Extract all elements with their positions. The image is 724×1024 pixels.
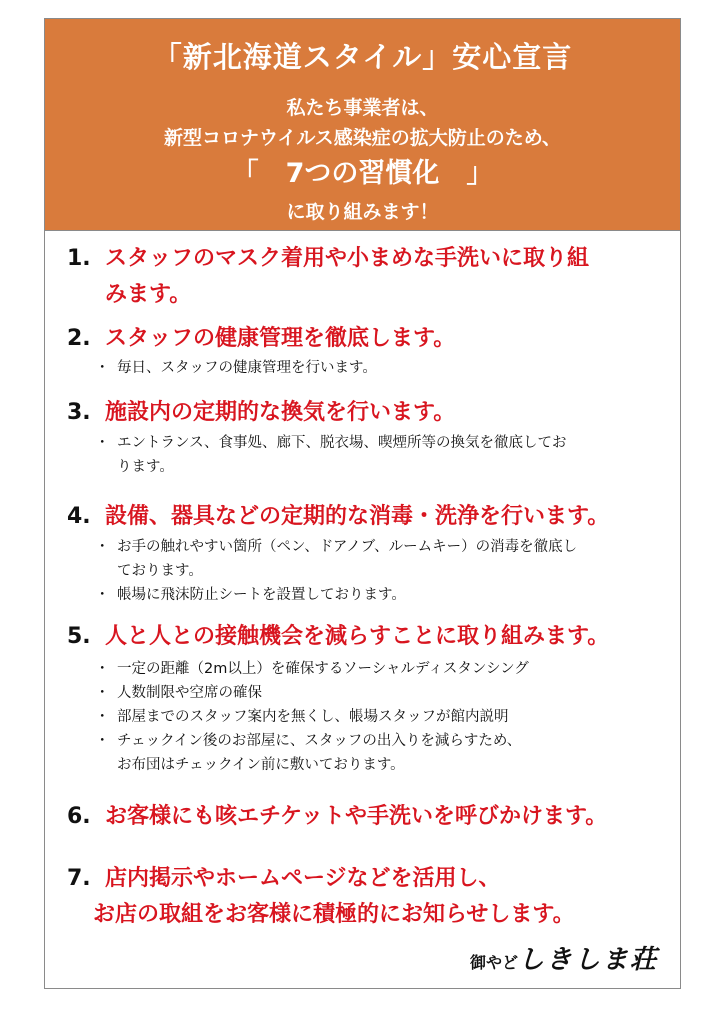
item-number: 7.	[67, 866, 91, 891]
item-number: 1.	[67, 246, 91, 271]
item-number: 3.	[67, 400, 91, 425]
bullet: ・ エントランス、食事処、廊下、脱衣場、喫煙所等の換気を徹底してお ります。	[95, 431, 567, 479]
item-2-bullets	[95, 356, 377, 380]
item-number: 4.	[67, 504, 91, 529]
item-number: 5.	[67, 624, 91, 649]
item-number: 2.	[67, 326, 91, 351]
header-line-4: に取り組みます！	[286, 201, 439, 223]
bullet: ・ お手の触れやすい箇所（ペン、ドアノブ、ルームキー）の消毒を徹底し ております。	[95, 535, 577, 583]
header-line-2: 新型コロナウイルス感染症の拡大防止のため、	[163, 127, 562, 149]
notice-frame	[44, 18, 681, 989]
item-heading: 設備、器具などの定期的な消毒・洗浄を行います。	[105, 504, 610, 529]
item-5-bullets	[95, 657, 529, 777]
inn-logo	[470, 939, 658, 976]
logo-name: しきしま荘	[517, 945, 658, 975]
header-line-1: 私たち事業者は、	[286, 97, 439, 119]
item-heading: 店内掲示やホームページなどを活用し、	[105, 866, 501, 891]
item-heading: スタッフの健康管理を徹底します。	[105, 326, 456, 351]
bullet: ・ 一定の距離（2m以上）を確保するソーシャルディスタンシング	[95, 657, 529, 681]
header-habits: 「 7つの習慣化 」	[231, 158, 494, 189]
bullet: ・ 部屋までのスタッフ案内を無くし、帳場スタッフが館内説明	[95, 705, 529, 729]
bullet: ・ 帳場に飛沫防止シートを設置しております。	[95, 583, 577, 607]
item-heading: 人と人との接触機会を減らすことに取り組みます。	[105, 624, 610, 649]
item-heading-cont: みます。	[105, 282, 192, 307]
item-4-bullets	[95, 535, 577, 607]
item-heading-cont: お店の取組をお客様に積極的にお知らせします。	[93, 902, 575, 927]
header-banner	[45, 19, 680, 231]
bullet: ・ 毎日、スタッフの健康管理を行います。	[95, 356, 377, 380]
bullet: ・ チェックイン後のお部屋に、スタッフの出入りを減らすため、 お布団はチェックイン前に敷いております。	[95, 729, 529, 777]
logo-small: 御やど	[469, 953, 518, 972]
item-3-bullets	[95, 431, 567, 479]
bullet: ・ 人数制限や空席の確保	[95, 681, 529, 705]
page-title: 「新北海道スタイル」安心宣言	[152, 40, 573, 74]
item-heading: スタッフのマスク着用や小まめな手洗いに取り組	[105, 246, 590, 271]
item-heading: 施設内の定期的な換気を行います。	[105, 400, 456, 425]
item-heading: お客様にも咳エチケットや手洗いを呼びかけます。	[105, 804, 608, 829]
item-number: 6.	[67, 804, 91, 829]
